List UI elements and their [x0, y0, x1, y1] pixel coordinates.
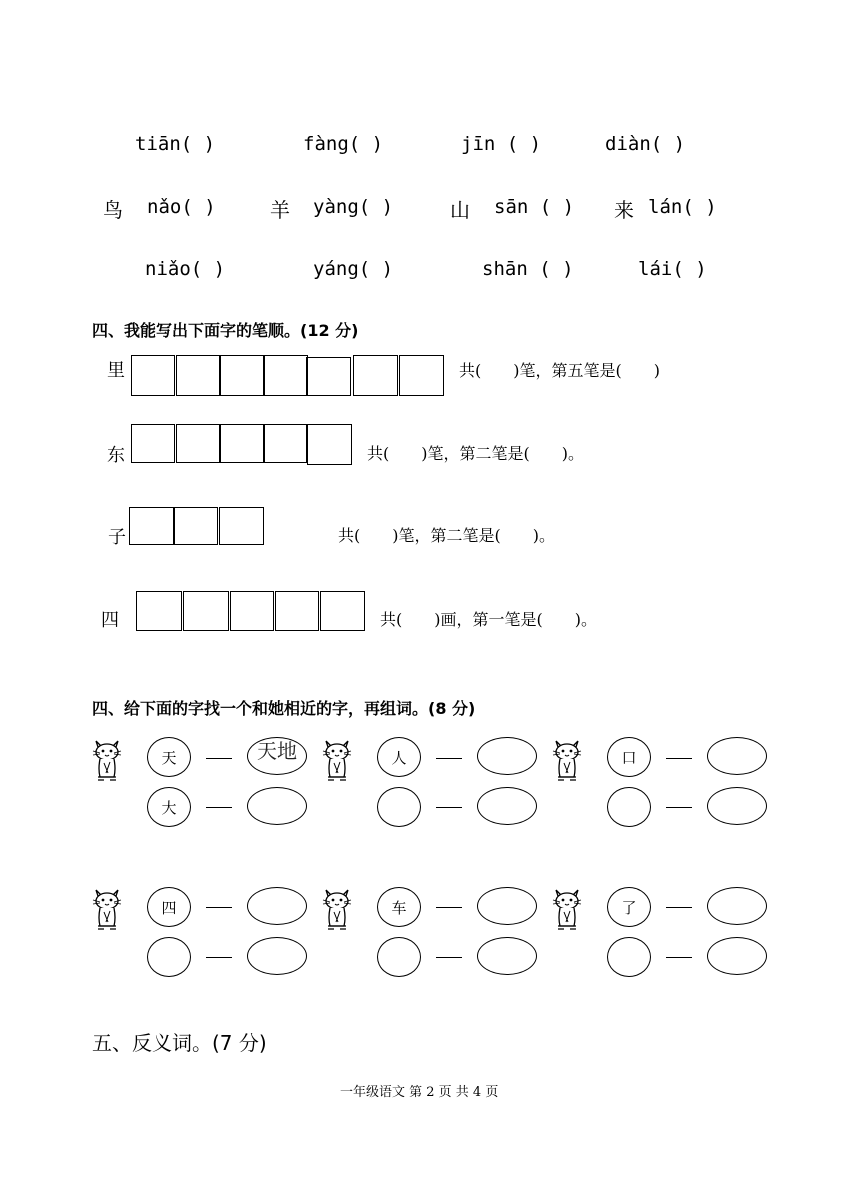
dash [436, 907, 462, 908]
stroke-box[interactable] [219, 507, 264, 545]
stroke-char: 里 [107, 360, 125, 381]
answer-circle[interactable] [147, 937, 191, 977]
char-circle: 天 [147, 737, 191, 777]
stroke-box[interactable] [320, 591, 365, 631]
dash [436, 957, 462, 958]
stroke-char: 东 [107, 445, 125, 466]
pinyin-item: yàng( ) [313, 196, 394, 218]
stroke-box[interactable] [353, 355, 398, 396]
stroke-box[interactable] [183, 591, 229, 631]
pinyin-item: niǎo( ) [145, 258, 226, 280]
page-footer: 一年级语文 第 2 页 共 4 页 [340, 1085, 499, 1100]
cat-icon [90, 886, 124, 930]
stroke-note: 共( )笔，第五笔是( ) [459, 361, 660, 380]
answer-oval[interactable] [247, 887, 307, 925]
answer-oval[interactable] [707, 887, 767, 925]
character: 鸟 [103, 198, 123, 222]
stroke-box[interactable] [307, 424, 352, 465]
cat-icon [320, 737, 354, 781]
answer-oval[interactable] [707, 937, 767, 975]
stroke-box[interactable] [264, 355, 308, 396]
answer-oval[interactable] [477, 887, 537, 925]
cat-icon [320, 886, 354, 930]
stroke-box[interactable] [220, 424, 264, 463]
stroke-box[interactable] [129, 507, 174, 545]
pinyin-item: nǎo( ) [147, 196, 216, 218]
stroke-note: 共( )笔，第二笔是( )。 [338, 526, 555, 545]
section-heading: 五、反义词。(7 分) [92, 1031, 267, 1055]
char-circle: 口 [607, 737, 651, 777]
pinyin-item: lán( ) [648, 196, 717, 218]
character: 来 [614, 198, 634, 222]
pinyin-item: diàn( ) [605, 133, 686, 155]
stroke-char: 四 [101, 610, 119, 631]
stroke-box[interactable] [230, 591, 274, 631]
stroke-box[interactable] [220, 355, 264, 396]
stroke-box[interactable] [136, 591, 182, 631]
section-heading: 四、给下面的字找一个和她相近的字，再组词。(8 分) [92, 699, 476, 718]
pinyin-item: sān ( ) [494, 196, 575, 218]
stroke-box[interactable] [399, 355, 444, 396]
cat-icon [90, 737, 124, 781]
stroke-box[interactable] [176, 355, 220, 396]
cat-icon [550, 737, 584, 781]
pinyin-item: lái( ) [638, 258, 707, 280]
stroke-box[interactable] [176, 424, 220, 463]
pinyin-item: fàng( ) [303, 133, 384, 155]
char-circle: 人 [377, 737, 421, 777]
dash [666, 807, 692, 808]
answer-oval[interactable] [477, 787, 537, 825]
dash [206, 957, 232, 958]
char-circle: 大 [147, 787, 191, 827]
handwritten-answer: 天地 [257, 739, 297, 763]
char-circle: 四 [147, 887, 191, 927]
character: 羊 [270, 198, 290, 222]
answer-circle[interactable] [607, 937, 651, 977]
pinyin-item: shān ( ) [482, 258, 574, 280]
char-circle: 了 [607, 887, 651, 927]
character: 山 [450, 198, 470, 222]
answer-oval[interactable] [477, 937, 537, 975]
answer-oval[interactable] [477, 737, 537, 775]
answer-circle[interactable] [607, 787, 651, 827]
answer-circle[interactable] [377, 937, 421, 977]
stroke-char: 子 [108, 527, 126, 548]
section-heading: 四、我能写出下面字的笔顺。(12 分) [92, 321, 359, 340]
cat-icon [550, 886, 584, 930]
dash [206, 807, 232, 808]
pinyin-item: jīn ( ) [461, 133, 542, 155]
dash [666, 907, 692, 908]
stroke-box[interactable] [264, 424, 307, 463]
stroke-box[interactable] [131, 355, 175, 396]
answer-oval[interactable] [707, 787, 767, 825]
answer-circle[interactable] [377, 787, 421, 827]
answer-oval[interactable] [247, 787, 307, 825]
char-circle: 车 [377, 887, 421, 927]
stroke-box[interactable] [275, 591, 319, 631]
dash [206, 758, 232, 759]
dash [436, 758, 462, 759]
pinyin-item: tiān( ) [135, 133, 216, 155]
dash [206, 907, 232, 908]
dash [666, 758, 692, 759]
stroke-box[interactable] [306, 357, 351, 396]
pinyin-item: yáng( ) [313, 258, 394, 280]
answer-oval[interactable] [707, 737, 767, 775]
stroke-box[interactable] [174, 507, 218, 545]
dash [436, 807, 462, 808]
stroke-note: 共( )笔，第二笔是( )。 [367, 444, 584, 463]
stroke-box[interactable] [131, 424, 175, 463]
answer-oval[interactable] [247, 937, 307, 975]
dash [666, 957, 692, 958]
stroke-note: 共( )画，第一笔是( )。 [380, 610, 597, 629]
